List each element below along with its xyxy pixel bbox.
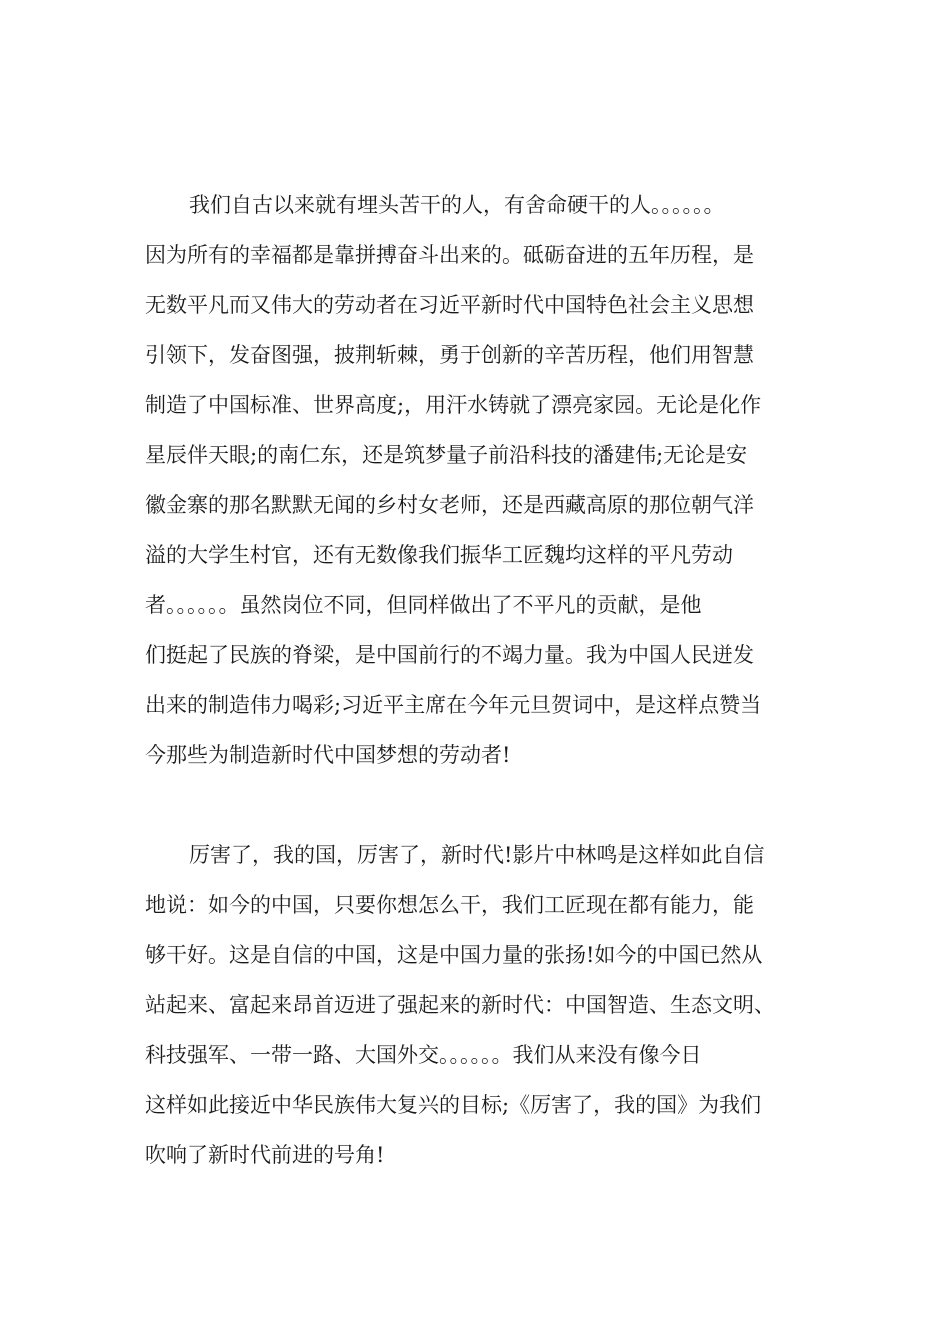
paragraph-line: 徽金寨的那名默默无闻的乡村女老师，还是西藏高原的那位朝气洋	[145, 493, 754, 517]
paragraph-line: 们挺起了民族的脊梁，是中国前行的不竭力量。我为中国人民迸发	[145, 643, 754, 667]
paragraph-line: 吹响了新时代前进的号角!	[145, 1143, 385, 1167]
paragraph-line: 今那些为制造新时代中国梦想的劳动者!	[145, 743, 511, 767]
paragraph-line: 制造了中国标准、世界高度;，用汗水铸就了漂亮家园。无论是化作	[145, 393, 762, 417]
paragraph-line: 者。。。。。。虽然岗位不同，但同样做出了不平凡的贡献，是他	[145, 593, 702, 617]
paragraph-line: 厉害了，我的国，厉害了，新时代!影片中林鸣是这样如此自信	[189, 843, 765, 867]
paragraph-line: 溢的大学生村官，还有无数像我们振华工匠魏均这样的平凡劳动	[145, 543, 733, 567]
paragraph-line: 出来的制造伟力喝彩;习近平主席在今年元旦贺词中，是这样点赞当	[145, 693, 762, 717]
paragraph-line: 站起来、富起来昂首迈进了强起来的新时代：中国智造、生态文明、	[145, 993, 775, 1017]
paragraph-line: 这样如此接近中华民族伟大复兴的目标;《厉害了，我的国》为我们	[145, 1093, 762, 1117]
paragraph-line: 因为所有的幸福都是靠拼搏奋斗出来的。砥砺奋进的五年历程，是	[145, 243, 754, 267]
paragraph-line: 科技强军、一带一路、大国外交。。。。。。我们从来没有像今日	[145, 1043, 702, 1067]
paragraph-line: 引领下，发奋图强，披荆斩棘，勇于创新的辛苦历程，他们用智慧	[145, 343, 754, 367]
paragraph-line: 地说：如今的中国，只要你想怎么干，我们工匠现在都有能力，能	[145, 893, 754, 917]
paragraph-line: 无数平凡而又伟大的劳动者在习近平新时代中国特色社会主义思想	[145, 293, 754, 317]
paragraph-1	[145, 180, 825, 780]
paragraph-line: 够干好。这是自信的中国，这是中国力量的张扬!如今的中国已然从	[145, 943, 763, 967]
paragraph-line: 我们自古以来就有埋头苦干的人，有舍命硬干的人。。。。。。	[189, 193, 725, 217]
paragraph-2	[145, 830, 825, 1180]
paragraph-line: 星辰伴天眼;的南仁东，还是筑梦量子前沿科技的潘建伟;无论是安	[145, 443, 748, 467]
